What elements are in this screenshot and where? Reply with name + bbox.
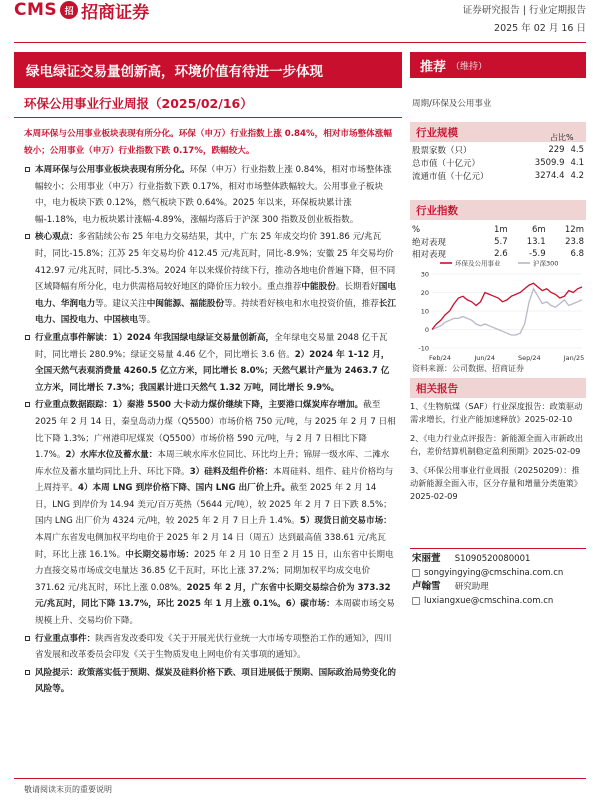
para-text: 多省陆续公布 25 年电力交易结果，其中，广东 25 年成交均价 391.86 元/兆瓦时，同比-15.8%；江苏 25 年交易均价 412.45 元/兆瓦时，同比-8.9%；安徽 25 年交易均价 412.97 元/兆瓦时，同比-5.3%。2024 年以来煤价持续下行，推动各地电价普遍下降，但不同区域降幅有所分化，电力供需格局较好地区的降价压力较小。重点推荐 — [35, 232, 396, 293]
legend-label: 沪深300 — [533, 259, 559, 268]
para-text: 政策落实低于预期、煤炭及硅料价格下跌、项目进展低于预期、国际政治局势变化的风险等。 — [35, 667, 396, 695]
y-tick-label: 10 — [420, 307, 429, 316]
rating-sub: （维持） — [451, 61, 488, 72]
author-role: 研究助理 — [454, 582, 489, 592]
col-header: 6m — [531, 225, 546, 235]
para-bold: 6）碳市场： — [285, 599, 335, 610]
y-tick-label: 20 — [420, 289, 429, 297]
row-value: 6.8 — [570, 249, 584, 259]
paragraph — [24, 330, 396, 396]
para-bold: 1）2024 年我国绿电绿证交易量创新高， — [112, 332, 275, 343]
scale-col-header: 占比% — [550, 133, 574, 142]
para-text: 等。建议关注 — [95, 298, 147, 309]
paragraph — [24, 631, 396, 664]
related-reports-heading: 相关报告 — [410, 378, 586, 398]
para-bold: 中长期交易市场： — [125, 549, 194, 560]
email-icon — [412, 569, 420, 577]
author-cert: S1090520080001 — [454, 554, 531, 564]
table-row — [412, 169, 584, 182]
y-tick-label: 0 — [424, 326, 429, 334]
table-row — [412, 236, 584, 248]
author — [412, 552, 588, 566]
x-tick-label: Feb/24 — [429, 354, 451, 362]
x-tick-label: Jun/24 — [474, 354, 495, 362]
para-text: 等。 — [138, 315, 156, 326]
row-label: 绝对表现 — [412, 238, 447, 248]
y-tick-label: -10 — [418, 344, 429, 353]
para-text: 本周广东省发电侧加权平均电价于 2025 年 2 月 14 日（周五）达到最高值 338.61 元/兆瓦时，环比上涨 16.1%。 — [35, 533, 386, 560]
authors-divider — [410, 548, 586, 549]
row-value: -5.9 — [529, 249, 546, 259]
row-label: 相对表现 — [412, 250, 447, 260]
para-bold: 长江电力、国投电力、中国核电 — [35, 298, 397, 326]
para-lead: 行业重点数据跟踪： — [35, 400, 113, 411]
paragraph — [24, 665, 396, 698]
para-bold: 中闽能源、福能股份 — [146, 298, 225, 309]
row-label: 总市值（十亿元） — [412, 158, 481, 169]
para-lead: 风险提示： — [35, 667, 78, 678]
row-pct: 4.2 — [570, 170, 584, 181]
para-text: 本周碳市场交易规模上升、交易均价下降。 — [35, 599, 395, 627]
para-text: 陕西省发改委印发《关于开展光伏行业统一大市场专项整治工作的通知》，四川省发展和改革委员会印发《关于生物质发电上网电价有关事项的通知》。 — [35, 633, 392, 661]
x-tick-label: Sep/24 — [517, 354, 541, 362]
email-icon — [412, 597, 420, 605]
recommend-rating — [410, 52, 586, 78]
report-title: 绿电绿证交易量创新高，环境价值有待进一步体现 — [14, 52, 402, 88]
header-divider — [14, 42, 586, 43]
row-value: 229 — [548, 144, 565, 155]
para-bold: 1）秦港 5500 大卡动力煤价继续下降，主要港口煤炭库存增加。 — [112, 400, 364, 411]
report-type: 证券研究报告 | 行业定期报告 — [462, 5, 586, 16]
related-report-item[interactable]: 1、《生物航煤（SAF）行业深度报告：政策驱动需求增长，行业产能加速释放》2025-02-10 — [410, 401, 583, 424]
y-tick-label: 30 — [420, 270, 429, 279]
row-pct: 4.5 — [570, 144, 584, 155]
authors-block — [412, 552, 588, 608]
brand-logo — [14, 0, 150, 23]
row-value: 3274.4 — [534, 170, 565, 181]
industry-scale-table — [412, 143, 584, 182]
para-lead: 本周环保与公用事业板块表现有所分化。 — [35, 165, 190, 175]
table-row — [412, 143, 584, 156]
para-text: 等。持续看好核电和水电投资价值，推荐 — [224, 298, 379, 309]
industry-index-table — [412, 224, 584, 260]
author — [412, 580, 588, 594]
author-email[interactable]: luxiangxue@cmschina.com.cn — [424, 596, 554, 606]
para-bold: 2025 年 2 月，广东省中长期交易综合价为 373.32 元/兆瓦时，同比下降 13.7%，环比 2025 年 1 月上涨 0.1%。 — [35, 582, 391, 610]
legend-label: 环保及公用事业 — [455, 259, 501, 268]
report-date: 2025 年 02 月 16 日 — [494, 23, 586, 34]
chart-source: 资料来源：公司数据、招商证券 — [412, 364, 524, 373]
para-text: 。长期看好 — [335, 282, 379, 293]
series-line — [432, 283, 582, 329]
para-text: 本周三峡水库水位同比、环比均上升；锦屏一级水库、二滩水库水位及蓄水量均同比上升、环比下降。 — [35, 450, 390, 477]
paragraph — [24, 229, 396, 329]
para-text: 全年绿电交易量 2048 亿千瓦时，同比增长 280.9%；绿证交易量 4.46 亿个，同比增长 3.6 倍。 — [35, 332, 388, 360]
para-bold: 中能股份 — [301, 282, 336, 293]
rating-label: 推荐 — [420, 59, 447, 75]
para-lead: 行业重点事件解读： — [35, 332, 113, 343]
para-bold: 5）现货日前交易市场： — [299, 516, 392, 527]
author-name: 卢翰雪 — [412, 581, 441, 592]
para-lead: 行业重点事件： — [35, 633, 96, 644]
logo-cn: 招商证券 — [81, 2, 150, 23]
row-value: 23.8 — [565, 237, 584, 247]
author-email-row — [412, 566, 588, 580]
col-header: 1m — [493, 225, 508, 235]
related-report-item[interactable]: 2、《电力行业点评报告：新能源全面入市新政出台，差价结算机制稳定盈利预期》2025-02-09 — [410, 433, 584, 456]
para-bold: 2）2024 年 1-12 月，全国天然气表观消费量 4260.5 亿立方米，同比增长 8.0%；天然气累计产量为 2463.7 亿立方米，同比增长 7.3%；我国累计进口天然气 1.32 万吨，同比增长 9.9%。 — [35, 349, 390, 393]
industry-scale-heading: 行业规模 — [410, 122, 586, 142]
para-text: 截至 2025 年 2 月 14 日，秦皇岛动力煤（Q5500）市场价格 750 元/吨，与 2025 年 2 月 7 日相比下降 1.3%；广州港印尼煤炭（Q5500）市场价格 590 元/吨，与 2 月 7 日相比下降 1.7%。 — [35, 400, 396, 461]
industry-index-heading: 行业指数 — [410, 200, 586, 220]
author-email[interactable]: songyingying@cmschina.com.cn — [424, 568, 564, 578]
para-lead: 核心观点： — [35, 232, 78, 243]
row-value: 5.7 — [494, 237, 508, 247]
related-report-item[interactable]: 3、《环保公用事业行业周报（20250209）：推动新能源全面入市，区分存量和增量分类施策》2025-02-09 — [410, 465, 582, 501]
row-value: 2.6 — [494, 249, 508, 259]
para-bold: 国电电力、华润电力 — [35, 282, 396, 309]
logo-badge-icon: 招 — [60, 1, 78, 19]
row-value: 3509.9 — [534, 157, 565, 168]
header-meta — [463, 2, 586, 38]
related-reports-list — [410, 400, 586, 509]
paragraph — [24, 162, 396, 228]
sector-label: 周期/环保及公用事业 — [412, 99, 492, 109]
row-label: 股票家数（只） — [412, 145, 472, 156]
col-header: % — [412, 225, 421, 235]
footer-divider — [14, 778, 586, 779]
index-line-chart — [410, 256, 586, 366]
main-body — [24, 162, 396, 699]
para-bold: 2）水库水位及蓄水量： — [65, 450, 158, 461]
col-header: 12m — [564, 225, 584, 235]
subtitle-divider — [14, 117, 402, 118]
para-bold: 3）硅料及组件价格： — [189, 466, 274, 477]
row-label: 流通市值（十亿元） — [412, 171, 489, 182]
summary-text: 本周环保与公用事业板块表现有所分化。环保（申万）行业指数上涨 0.84%，相对市场整体涨幅较小；公用事业（申万）行业指数下跌 0.17%，跌幅较大。 — [24, 129, 392, 156]
para-bold: 4）本周 LNG 到岸价格下降、国内 LNG 出厂价上升。 — [77, 483, 291, 494]
logo-en: CMS — [14, 0, 58, 20]
footer-note: 敬请阅读末页的重要说明 — [24, 785, 112, 794]
para-text: 截至 2025 年 2 月 14 日，LNG 到岸价为 14.94 美元/百万英热（5644 元/吨），较 2025 年 2 月 7 日下跌 8.5%；国内 LNG 出厂价为 4324 元/吨，较 2025 年 2 月 7 日上升 1.4%。 — [35, 483, 392, 527]
para-text: 本周硅料、组件、硅片价格均与上周持平。 — [35, 466, 394, 494]
series-line — [432, 289, 582, 335]
table-row — [412, 156, 584, 169]
report-subtitle: 环保公用事业行业周报（2025/02/16） — [24, 96, 253, 111]
author-name: 宋丽萱 — [412, 553, 441, 564]
paragraph — [24, 397, 396, 629]
table-header-row — [412, 224, 584, 236]
row-pct: 4.1 — [570, 157, 584, 168]
para-text: 2025 年 2 月 10 日至 2 月 15 日，山东省中长期电力直接交易市场成交电量达 36.85 亿千瓦时，环比上涨 37.2%；同期加权平均成交电价 371.62 元/兆瓦时，环比上涨 0.08%。 — [35, 549, 394, 593]
x-tick-label: Jan/25 — [563, 354, 585, 362]
row-value: 13.1 — [526, 237, 546, 247]
author-email-row — [412, 594, 588, 608]
para-text: 环保（申万）行业指数上涨 0.84%，相对市场整体涨幅较小；公用事业（申万）行业指数下跌 0.17%，相对市场整体跌幅较大。公用事业子板块中，电力板块下跌 0.12%，燃气板块下跌 0.64%。2025 年以来，环保板块累计涨幅-1.18%，电力板块累计涨幅-4.89%，涨幅均落后于沪深 300 指数及创业板指数。 — [35, 165, 392, 225]
